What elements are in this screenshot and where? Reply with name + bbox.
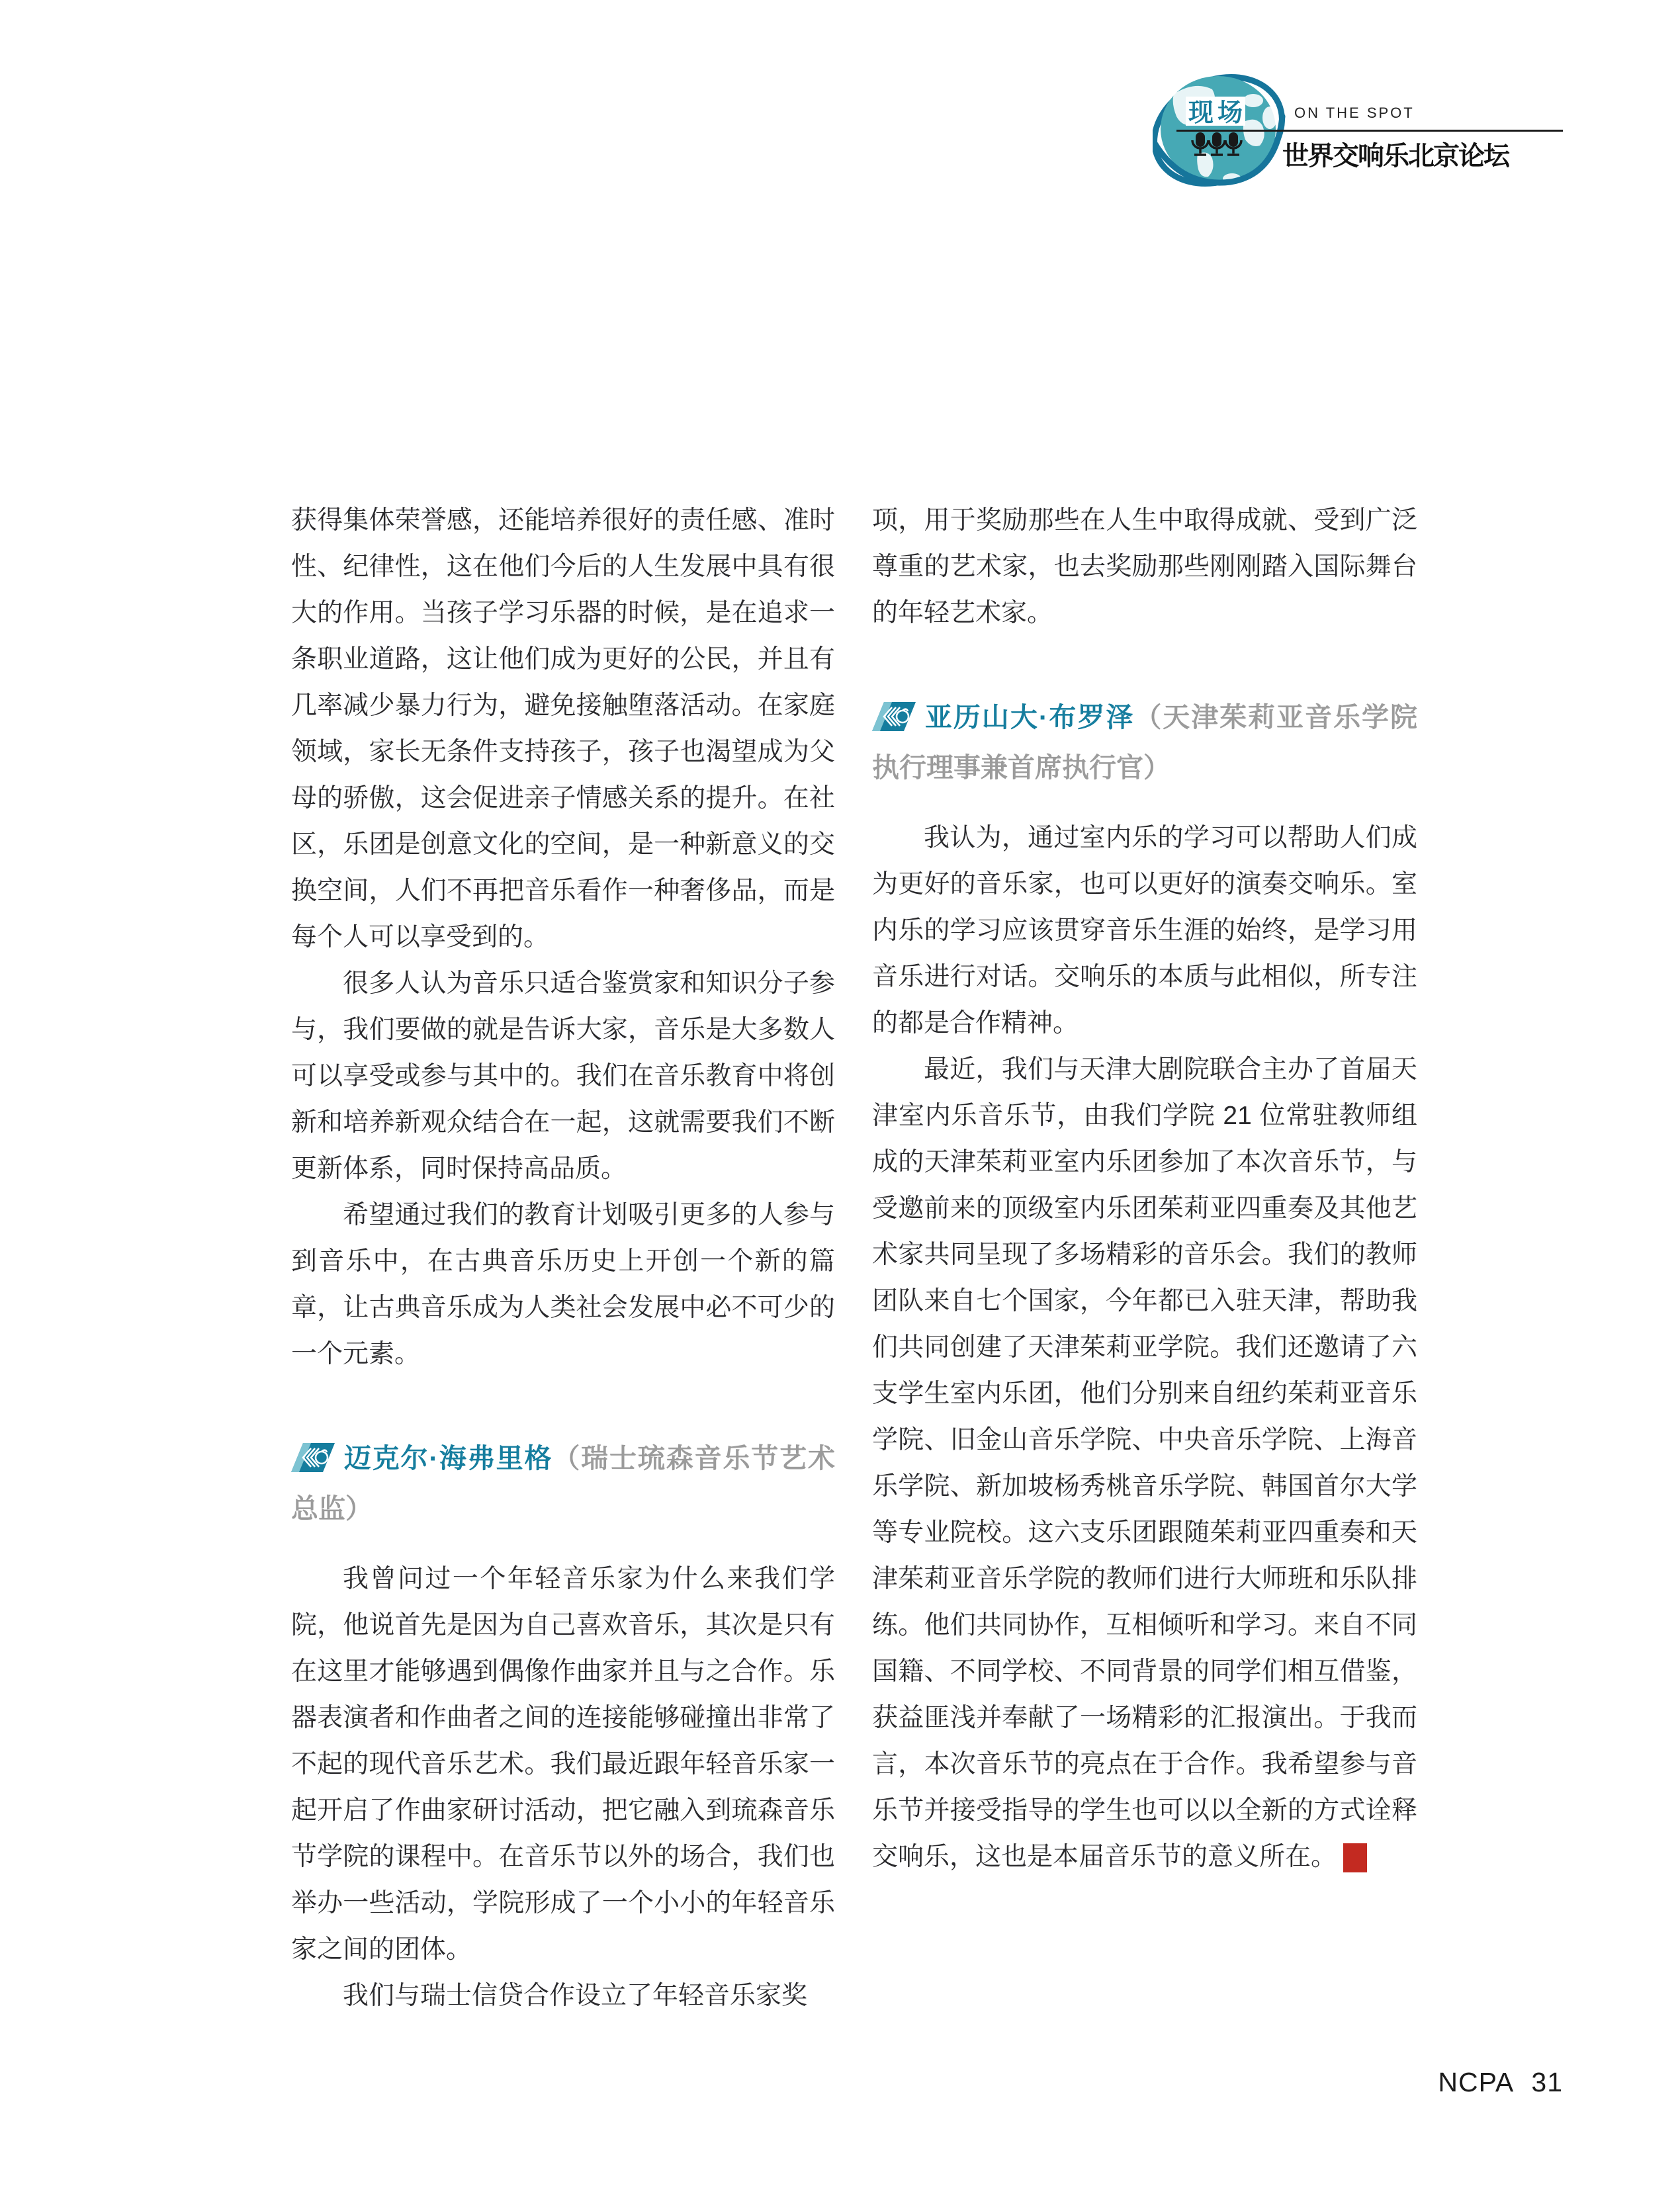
paragraph-text: 最近，我们与天津大剧院联合主办了首届天津室内乐音乐节，由我们学院 21 位常驻教师组成的天津茱莉亚室内乐团参加了本次音乐节，与受邀前来的顶级室内乐团茱莉亚四重奏及其他艺术家共同呈现了多场精彩的音乐会。我们的教师团队来自七个国家，今年都已入驻天津，帮助我们共同创建了天津茱莉亚学院。我们还邀请了六支学生室内乐团，他们分别来自纽约茱莉亚音乐学院、旧金山音乐学院、中央音乐学院、上海音乐学院、新加坡杨秀桃音乐学院、韩国首尔大学等专业院校。这六支乐团跟随茱莉亚四重奏和天津茱莉亚音乐学院的教师们进行大师班和乐队排练。他们共同协作，互相倾听和学习。来自不同国籍、不同学校、不同背景的同学们相互借鉴，获益匪浅并奉献了一场精彩的汇报演出。于我而言，本次音乐节的亮点在于合作。我希望参与音乐节并接受指导的学生也可以以全新的方式诠释交响乐，这也是本届音乐节的意义所在。 (872, 1055, 1417, 1871)
paragraph: 获得集体荣誉感，还能培养很好的责任感、准时性、纪律性，这在他们今后的人生发展中具有很大的作用。当孩子学习乐器的时候，是在追求一条职业道路，这让他们成为更好的公民，并且有几率减少暴力行为，避免接触堕落活动。在家庭领域，家长无条件支持孩子，孩子也渴望成为父母的骄傲，这会促进亲子情感关系的提升。在社区，乐团是创意文化的空间，是一种新意义的交换空间，人们不再把音乐看作一种奢侈品，而是每个人可以享受到的。 (291, 506, 835, 951)
paragraph: 项，用于奖励那些在人生中取得成就、受到广泛尊重的艺术家，也去奖励那些刚刚踏入国际舞台的年轻艺术家。 (872, 506, 1417, 627)
end-mark-bottom-text: PA (1395, 1859, 1410, 1872)
speaker-name: 迈克尔·海弗里格 (343, 1443, 553, 1473)
page-number: NCPA 31 (1438, 2067, 1563, 2097)
speaker-heading (291, 1433, 835, 1534)
paragraph: 我曾问过一个年轻音乐家为什么来我们学院，他说首先是因为自己喜欢音乐，其次是只有在这里才能够遇到偶像作曲家并且与之合作。乐器表演者和作曲者之间的连接能够碰撞出非常了不起的现代音乐艺术。我们最近跟年轻音乐家一起开启了作曲家研讨活动，把它融入到琉森音乐节学院的课程中。在音乐节以外的场合，我们也举办一些活动，学院形成了一个小小的年轻音乐家之间的团体。 (291, 1565, 835, 1964)
end-mark-top-text: NC (1395, 1843, 1464, 1859)
paragraph: 我们与瑞士信贷合作设立了年轻音乐家奖 (343, 1982, 808, 2010)
paragraph (872, 1047, 1464, 1880)
section-title: 世界交响乐北京论坛 (1282, 142, 1509, 171)
speaker-role: （瑞士琉森音乐节艺术总监） (291, 1443, 835, 1524)
header-divider (1176, 130, 1563, 132)
speaker-bullet-icon (872, 702, 916, 731)
ncpa-end-mark (1343, 1843, 1464, 1872)
microphones-icon (1192, 132, 1241, 155)
speaker-role: （天津茱莉亚音乐学院执行理事兼首席执行官） (872, 702, 1417, 783)
paragraph: 我认为，通过室内乐的学习可以帮助人们成为更好的音乐家，也可以更好的演奏交响乐。室内乐的学习应该贯穿音乐生涯的始终，是学习用音乐进行对话。交响乐的本质与此相似，所专注的都是合作精神。 (872, 824, 1417, 1037)
paragraph: 希望通过我们的教育计划吸引更多的人参与到音乐中，在古典音乐历史上开创一个新的篇章，让古典音乐成为人类社会发展中必不可少的一个元素。 (291, 1201, 835, 1368)
paragraph: 很多人认为音乐只适合鉴赏家和知识分子参与，我们要做的就是告诉大家，音乐是大多数人可以享受或参与其中的。我们在音乐教育中将创新和培养新观众结合在一起，这就需要我们不断更新体系，同时保持高品质。 (291, 969, 835, 1183)
left-column (291, 498, 835, 2019)
speaker-heading (872, 692, 1417, 793)
speaker-name: 亚历山大·布罗泽 (924, 702, 1135, 732)
badge-text: 现场 (1188, 99, 1247, 127)
speaker-bullet-icon (291, 1443, 335, 1472)
section-eyebrow: ON THE SPOT (1294, 105, 1415, 121)
right-column (872, 498, 1464, 1880)
